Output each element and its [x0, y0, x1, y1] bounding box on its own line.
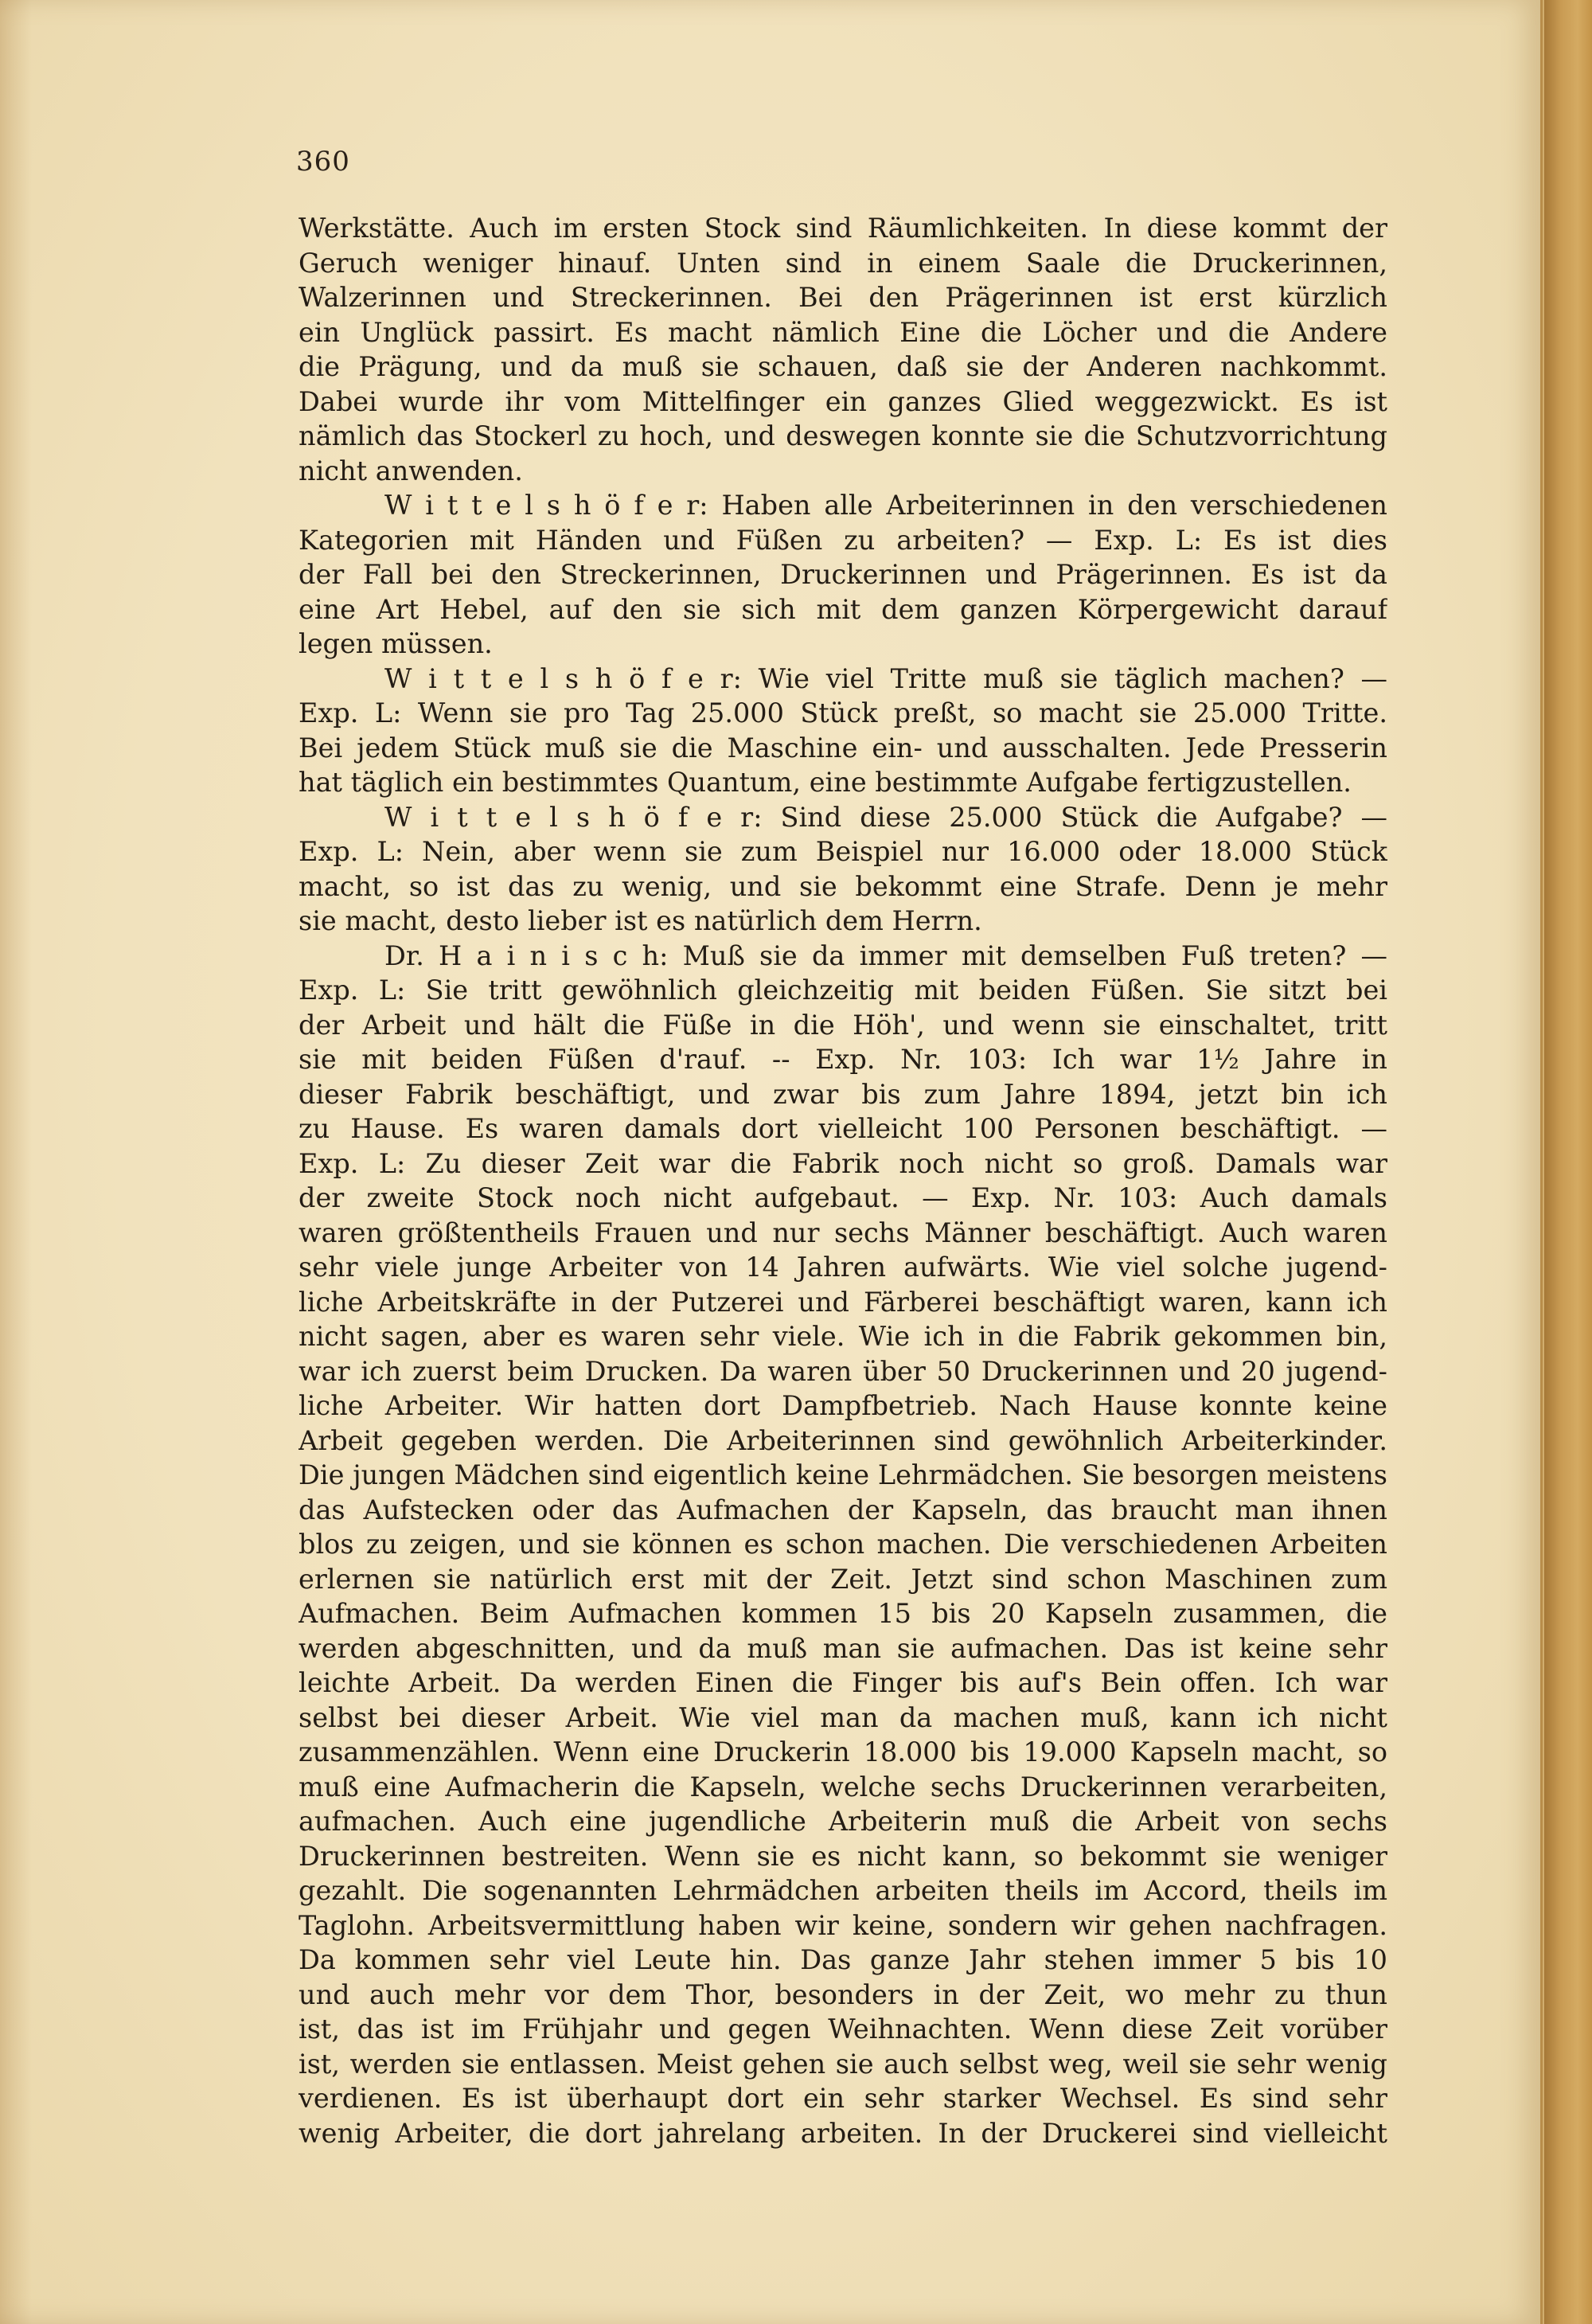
text-line: nicht anwenden. — [298, 455, 523, 486]
text-line: Da kommen sehr viel Leute hin. Das ganze Jahr stehen immer 5 bis 10 — [298, 1944, 1387, 1975]
text-line: ist, das ist im Frühjahr und gegen Weihnachten. Wenn diese Zeit vorüber — [298, 2013, 1387, 2045]
text-line: Geruch weniger hinauf. Unten sind in einem Saale die Druckerinnen, — [298, 247, 1387, 279]
text-line: erlernen sie natürlich erst mit der Zeit. Jetzt sind schon Maschinen zum — [298, 1563, 1387, 1595]
text-line: Exp. L: Wenn sie pro Tag 25.000 Stück preßt, so macht sie 25.000 Tritte. — [298, 697, 1387, 728]
page-edge — [1544, 0, 1592, 2324]
text-line: sehr viele junge Arbeiter von 14 Jahren aufwärts. Wie viel solche jugend- — [298, 1252, 1387, 1283]
text-line: war ich zuerst beim Drucken. Da waren über 50 Druckerinnen und 20 jugend- — [298, 1355, 1387, 1387]
text-line: aufmachen. Auch eine jugendliche Arbeiterin muß die Arbeit von sechs — [298, 1806, 1387, 1837]
text-line: macht, so ist das zu wenig, und sie bekommt eine Strafe. Denn je mehr — [298, 870, 1387, 902]
text-line: muß eine Aufmacherin die Kapseln, welche sechs Druckerinnen verarbeiten, — [298, 1771, 1387, 1803]
text-line: nämlich das Stockerl zu hoch, und deswegen konnte sie die Schutzvorrichtung — [298, 420, 1387, 451]
text-line: Aufmachen. Beim Aufmachen kommen 15 bis 20 Kapseln zusammen, die — [298, 1598, 1387, 1629]
text-line: die Prägung, und da muß sie schauen, daß sie der Anderen nachkommt. — [298, 351, 1387, 382]
text-line: ein Unglück passirt. Es macht nämlich Eine die Löcher und die Andere — [298, 316, 1387, 348]
text-line: W i t t e l s h ö f e r: Haben alle Arbeiterinnen in den verschiedenen — [384, 490, 1387, 521]
text-line: liche Arbeitskräfte in der Putzerei und Färberei beschäftigt waren, kann ich — [298, 1286, 1387, 1318]
text-line: Exp. L: Nein, aber wenn sie zum Beispiel nur 16.000 oder 18.000 Stück — [298, 836, 1387, 867]
text-line: blos zu zeigen, und sie können es schon machen. Die verschiedenen Arbeiten — [298, 1529, 1387, 1560]
text-line: Bei jedem Stück muß sie die Maschine ein- und ausschalten. Jede Presserin — [298, 732, 1387, 764]
text-line: der Fall bei den Streckerinnen, Druckerinnen und Prägerinnen. Es ist da — [298, 559, 1387, 590]
text-line: Werkstätte. Auch im ersten Stock sind Räumlichkeiten. In diese kommt der — [298, 213, 1387, 244]
text-line: das Aufstecken oder das Aufmachen der Kapseln, das braucht man ihnen — [298, 1494, 1387, 1525]
text-line: zusammenzählen. Wenn eine Druckerin 18.000 bis 19.000 Kapseln macht, so — [298, 1736, 1387, 1767]
page-number: 360 — [296, 146, 350, 178]
text-line: nicht sagen, aber es waren sehr viele. Wie ich in die Fabrik gekommen bin, — [298, 1321, 1387, 1352]
text-line: legen müssen. — [298, 628, 493, 659]
text-line: wenig Arbeiter, die dort jahrelang arbeiten. In der Druckerei sind vielleicht — [298, 2117, 1387, 2149]
binding-shadow — [0, 0, 32, 2324]
text-line: leichte Arbeit. Da werden Einen die Finger bis auf's Bein offen. Ich war — [298, 1667, 1387, 1698]
text-line: und auch mehr vor dem Thor, besonders in der Zeit, wo mehr zu thun — [298, 1978, 1387, 2010]
text-line: Walzerinnen und Streckerinnen. Bei den Prägerinnen ist erst kürzlich — [298, 282, 1387, 313]
text-line: Arbeit gegeben werden. Die Arbeiterinnen sind gewöhnlich Arbeiterkinder. — [298, 1424, 1387, 1456]
text-line: Druckerinnen bestreiten. Wenn sie es nicht kann, so bekommt sie weniger — [298, 1840, 1387, 1872]
text-line: W i t t e l s h ö f e r: Wie viel Tritte muß sie täglich machen? — — [384, 662, 1387, 694]
text-line: sie mit beiden Füßen d'rauf. -- Exp. Nr. 103: Ich war 1½ Jahre in — [298, 1044, 1387, 1075]
text-line: ist, werden sie entlassen. Meist gehen sie auch selbst weg, weil sie sehr wenig — [298, 2048, 1387, 2080]
text-line: eine Art Hebel, auf den sie sich mit dem ganzen Körpergewicht darauf — [298, 593, 1387, 625]
text-line: dieser Fabrik beschäftigt, und zwar bis zum Jahre 1894, jetzt bin ich — [298, 1078, 1387, 1110]
text-line: sie macht, desto lieber ist es natürlich dem Herrn. — [298, 905, 982, 936]
text-line: Taglohn. Arbeitsvermittlung haben wir keine, sondern wir gehen nachfragen. — [298, 1909, 1387, 1941]
body-text — [298, 211, 1387, 2150]
text-line: verdienen. Es ist überhaupt dort ein sehr starker Wechsel. Es sind sehr — [298, 2083, 1387, 2114]
text-line: hat täglich ein bestimmtes Quantum, eine bestimmte Aufgabe fertigzustellen. — [298, 767, 1352, 798]
text-line: zu Hause. Es waren damals dort vielleicht 100 Personen beschäftigt. — — [298, 1113, 1387, 1144]
text-line: liche Arbeiter. Wir hatten dort Dampfbetrieb. Nach Hause konnte keine — [298, 1390, 1387, 1421]
text-line: Exp. L: Sie tritt gewöhnlich gleichzeitig mit beiden Füßen. Sie sitzt bei — [298, 975, 1387, 1006]
text-line: Dabei wurde ihr vom Mittelfinger ein ganzes Glied weggezwickt. Es ist — [298, 385, 1387, 417]
text-line: gezahlt. Die sogenannten Lehrmädchen arbeiten theils im Accord, theils im — [298, 1875, 1387, 1906]
text-line: der zweite Stock noch nicht aufgebaut. — Exp. Nr. 103: Auch damals — [298, 1182, 1387, 1213]
text-line: der Arbeit und hält die Füße in die Höh', und wenn sie einschaltet, tritt — [298, 1009, 1387, 1041]
text-line: waren größtentheils Frauen und nur sechs Männer beschäftigt. Auch waren — [298, 1217, 1387, 1248]
text-line: werden abgeschnitten, und da muß man sie aufmachen. Das ist keine sehr — [298, 1632, 1387, 1664]
text-line: Kategorien mit Händen und Füßen zu arbeiten? — Exp. L: Es ist dies — [298, 524, 1387, 556]
text-line: Exp. L: Zu dieser Zeit war die Fabrik noch nicht so groß. Damals war — [298, 1147, 1387, 1179]
text-line: selbst bei dieser Arbeit. Wie viel man da machen muß, kann ich nicht — [298, 1701, 1387, 1733]
text-line: Dr. H a i n i s c h: Muß sie da immer mit demselben Fuß treten? — — [384, 939, 1387, 971]
text-line: Die jungen Mädchen sind eigentlich keine Lehrmädchen. Sie besorgen meistens — [298, 1459, 1387, 1490]
text-line: W i t t e l s h ö f e r: Sind diese 25.000 Stück die Aufgabe? — — [384, 801, 1387, 833]
